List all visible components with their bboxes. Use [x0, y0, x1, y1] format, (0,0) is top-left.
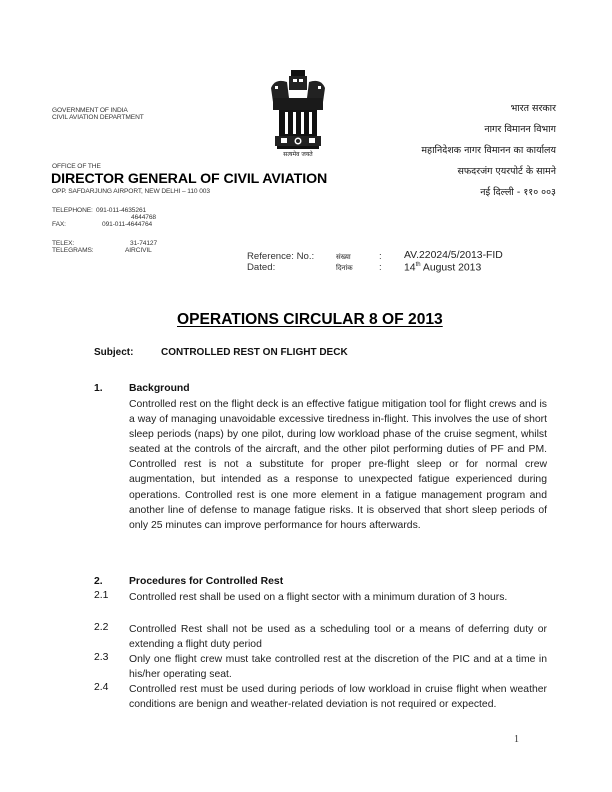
page-number: 1 — [514, 734, 519, 745]
telephone-label: TELEPHONE: — [52, 207, 93, 214]
civil-aviation-dept-label: CIVIL AVIATION DEPARTMENT — [52, 114, 144, 121]
date-rest: August 2013 — [420, 262, 482, 274]
hindi-line-govt: भारत सरकार — [510, 103, 556, 114]
telephone-1: 091-011-4635261 — [96, 207, 147, 214]
item-text: Controlled rest shall be used on a flight sector with a minimum duration of 3 hours. — [129, 592, 508, 603]
date-suffix: th — [415, 262, 421, 268]
telephone-2: 4644768 — [131, 214, 156, 221]
item-number: 2.2 — [94, 622, 109, 633]
national-emblem-icon — [265, 68, 331, 164]
fax-number: 091-011-4644764 — [102, 221, 153, 228]
office-of-label: OFFICE OF THE — [52, 163, 101, 170]
govt-of-india-label: GOVERNMENT OF INDIA — [52, 107, 128, 114]
reference-number: AV.22024/5/2013-FID — [404, 250, 503, 261]
section-body: Controlled rest on the flight deck is an effective fatigue mitigation tool for flight crews and is a way of managing unavoidable excessive tiredness in-flight. This involves the use of short sleep periods (naps) by one pilot, during low workload phase of the cruise segment, whilst seated at the controls of the aircraft, and the other pilot performing duties of PF and PM. Controlled rest is not a substitute for proper pre-flight sleep or for normal crew augmentation, but intended as a response to unexpected fatigue experienced during operations. Controlled rest is one more element in a fatigue management program and another line of defense to manage fatigue risks. It is observed that short sleep periods of only 25 minutes can improve performance for hours afterwards. — [129, 399, 547, 531]
item-number: 2.1 — [94, 590, 109, 601]
subject-text: CONTROLLED REST ON FLIGHT DECK — [161, 347, 348, 358]
telegrams-label: TELEGRAMS: — [52, 247, 94, 254]
hindi-line-office: महानिदेशक नागर विमानन का कार्यालय — [421, 145, 556, 156]
telex-number: 31-74127 — [130, 240, 158, 247]
fax-label: FAX: — [52, 221, 66, 228]
section-number: 1. — [94, 383, 103, 394]
section-number: 2. — [94, 576, 103, 587]
section-heading: Background — [129, 383, 190, 394]
subject-label: Subject: — [94, 347, 134, 358]
telegrams-value: AIRCIVIL — [125, 247, 152, 254]
date-day: 14 — [404, 262, 416, 274]
office-address: OPP. SAFDARJUNG AIRPORT, NEW DELHI – 110 003 — [52, 188, 210, 195]
hindi-line-dept: नागर विमानन विभाग — [484, 124, 556, 135]
reference-colon: : — [379, 251, 382, 262]
office-name: DIRECTOR GENERAL OF CIVIL AVIATION — [51, 171, 328, 187]
telex-label: TELEX: — [52, 240, 75, 247]
section-heading: Procedures for Controlled Rest — [129, 576, 284, 587]
circular-title: OPERATIONS CIRCULAR 8 OF 2013 — [177, 311, 443, 328]
dated-colon: : — [379, 262, 382, 273]
reference-label: Reference: No.: — [247, 251, 315, 262]
item-number: 2.3 — [94, 652, 109, 663]
emblem-motto: सत्यमेव जयते — [283, 151, 313, 158]
item-text: Controlled Rest shall not be used as a scheduling tool or a means of deferring duty or extending a flight duty period — [129, 624, 547, 650]
reference-hindi-label: संख्या — [336, 253, 351, 261]
dated-label: Dated: — [247, 262, 276, 273]
hindi-line-city: नई दिल्ली - ११० ००३ — [480, 187, 556, 198]
hindi-line-address: सफदरजंग एयरपोर्ट के सामने — [457, 166, 556, 177]
item-text: Controlled rest must be used during periods of low workload in cruise flight when weather conditions are benign and weather-related deviation is not required or expected. — [129, 684, 547, 710]
date-value — [404, 262, 481, 273]
dated-hindi-label: दिनांक — [336, 264, 353, 272]
item-number: 2.4 — [94, 682, 109, 693]
item-text: Only one flight crew must take controlled rest at the discretion of the PIC and at a time in his/her operating seat. — [129, 654, 547, 680]
